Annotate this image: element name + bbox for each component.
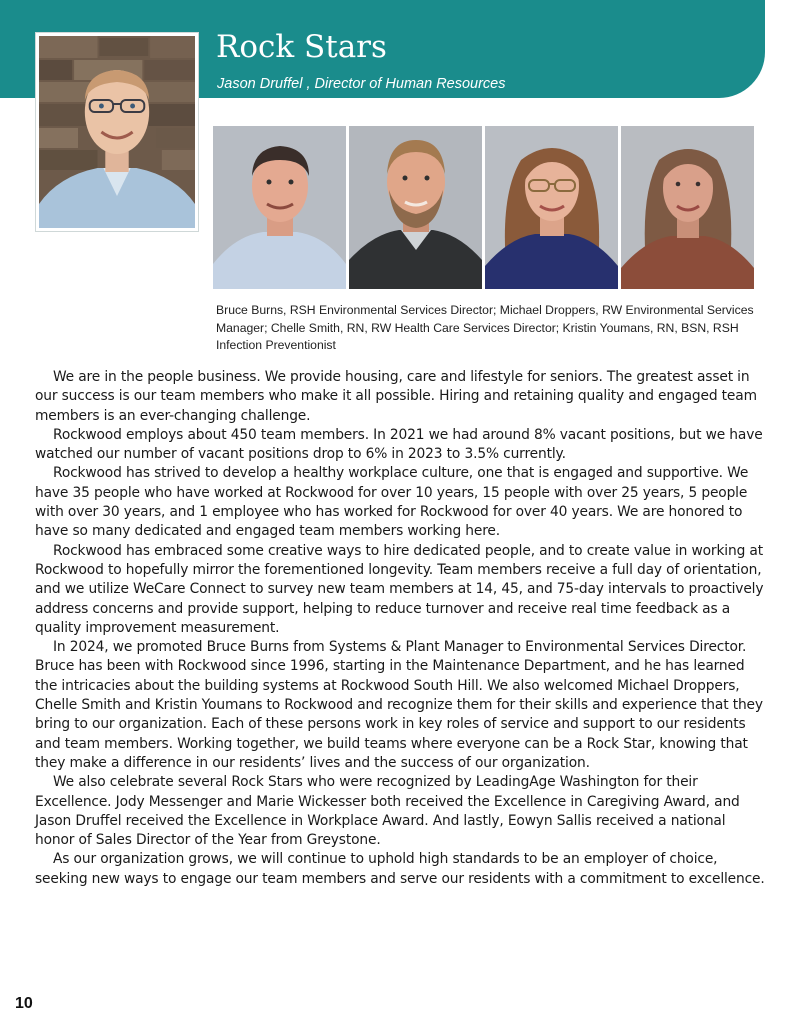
photo-caption: Bruce Burns, RSH Environmental Services Director; Michael Droppers, RW Environmental Services Manager; Chelle Smith, RN, RW Health Care Services Director; Kristin Youmans, RN, BSN, RSH Infection Preventionist [216,303,754,352]
staff-photo-kristin-youmans [621,126,754,289]
paragraph: Rockwood employs about 450 team members. In 2021 we had around 8% vacant positions, but we have watched our number of vacant positions drop to 6% in 2023 to 3.5% currently. [35,426,763,463]
paragraph: Rockwood has strived to develop a healthy workplace culture, one that is engaged and supportive. We have 35 people who have worked at Rockwood for over 10 years, 15 people with over 25 years, 5 people with over 30 years, and 1 employee who has worked for Rockwood for over 40 years. We are honored to have so many dedicated and engaged team members working here. [35,465,749,540]
article-body [35,368,765,889]
author-photo [36,33,198,231]
staff-photo-chelle-smith [485,126,618,289]
paragraph: We also celebrate several Rock Stars who were recognized by LeadingAge Washington for their Excellence. Jody Messenger and Marie Wickesser both received the Excellence in Caregiving Award, and Jason Druffel received the Excellence in Workplace Award. And lastly, Eowyn Sallis received a national honor of Sales Director of the Year from Greystone. [35,774,740,849]
staff-photo-michael-droppers [349,126,482,289]
paragraph: We are in the people business. We provide housing, care and lifestyle for seniors. The greatest asset in our success is our team members who make it all possible. Hiring and retaining quality and engaged team members is an ever-changing challenge. [35,369,757,424]
paragraph: In 2024, we promoted Bruce Burns from Systems & Plant Manager to Environmental Services Director. Bruce has been with Rockwood since 1996, starting in the Maintenance Department, and he has learned the intricacies about the building systems at Rockwood South Hill. We also welcomed Michael Droppers, Chelle Smith and Kristin Youmans to Rockwood and recognize them for their skills and experience that they bring to our organization. Each of these persons work in key roles of service and support to our residents and team members. Working together, we build teams where everyone can be a Rock Star, knowing that they make a difference in our residents’ lives and the success of our organization. [35,639,763,771]
page-title: Rock Stars [216,29,387,65]
staff-photo-bruce-burns [213,126,346,289]
page-number: 10 [15,995,33,1012]
author-byline: Jason Druffel , Director of Human Resources [217,76,506,92]
paragraph: Rockwood has embraced some creative ways to hire dedicated people, and to create value in working at Rockwood to hopefully mirror the forementioned longevity. Team members receive a full day of orientation, and we utilize WeCare Connect to survey new team members at 14, 45, and 75-day intervals to proactively address concerns and provide support, helping to reduce turnover and receive real time feedback as a quality improvement measurement. [35,542,764,636]
paragraph: As our organization grows, we will continue to uphold high standards to be an employer of choice, seeking new ways to engage our team members and serve our residents with a commitment to excellence. [35,851,765,887]
